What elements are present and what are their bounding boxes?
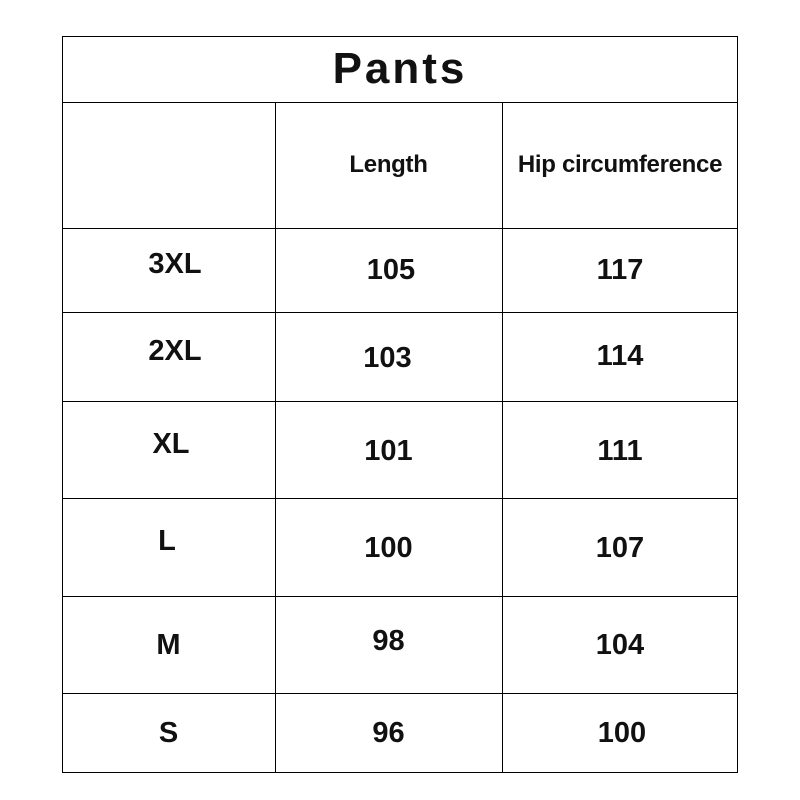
header-hip-circumference: Hip circumference xyxy=(517,151,723,178)
length-value: 98 xyxy=(372,624,405,657)
size-chart-table xyxy=(62,36,738,773)
length-value: 103 xyxy=(363,342,412,374)
length-value: 105 xyxy=(366,253,416,286)
header-length: Length xyxy=(349,151,428,178)
hip-value: 100 xyxy=(597,716,647,749)
size-label: 3XL xyxy=(148,247,202,280)
table-title: Pants xyxy=(332,44,468,93)
size-label: S xyxy=(158,716,179,749)
hip-value: 107 xyxy=(595,531,645,564)
size-label: L xyxy=(158,524,176,557)
size-label: M xyxy=(156,628,181,661)
hip-value: 117 xyxy=(596,253,644,286)
hip-value: 111 xyxy=(597,434,643,467)
hip-value: 114 xyxy=(596,339,644,372)
header-corner-cell xyxy=(62,102,275,228)
length-value: 101 xyxy=(364,434,413,467)
size-label: XL xyxy=(152,427,190,460)
hip-value: 104 xyxy=(595,628,645,661)
length-value: 100 xyxy=(364,531,413,564)
length-value: 96 xyxy=(372,716,405,749)
size-label: 2XL xyxy=(148,334,202,367)
